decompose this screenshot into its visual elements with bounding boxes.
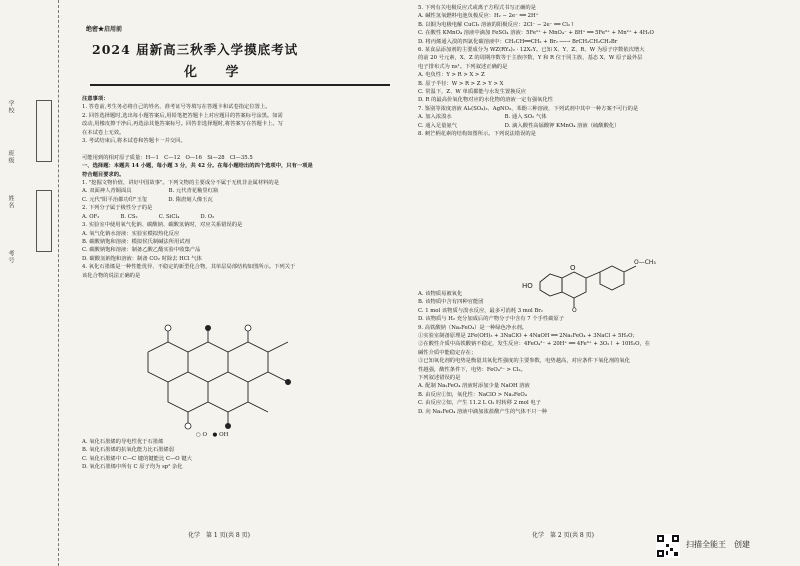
text-line: D. R 的最高价氧化物对应的水化物的溶液一定有强氧化性 [418, 97, 553, 104]
text-line: 5. 下列有关电极反应式或离子方程式书写正确的是 [418, 5, 536, 11]
text-line: C. 常温下，Z、W 单质都能与水发生置换反应 [418, 89, 527, 96]
right-column [418, 4, 738, 139]
svg-text:O—CH₃: O—CH₃ [634, 259, 656, 266]
binding-label-name: 姓名 [7, 195, 14, 209]
text-line: 8. 刺芒柄花素的结构如图所示。下列说法错误的是 [418, 131, 536, 138]
text-line: A. 氧化石墨烯的导电性优于石墨烯 [82, 439, 164, 445]
text-line: C. 氧化石墨烯中 C—C 键的键能比 C—O 键大 [82, 455, 192, 462]
text-line: A. OF₂ B. CS₂ C. SiCl₄ D. O₂ [82, 213, 215, 220]
text-line: C. 元代"阳平治都功印"玉玺 D. 隋唐刻人像玉瓦 [82, 196, 213, 203]
text-line: 9. 高铁酸钠（Na₂FeO₄）是一种绿色净水剂。 [418, 324, 528, 331]
text-line: C. 通入足量氨气 D. 滴入酸性高锰酸钾 KMnO₄ 溶液（硫酸酸化） [418, 122, 620, 129]
exam-title: 2024 届新高三秋季入学摸底考试 [92, 42, 299, 57]
scanner-label: 扫描全能王 创建 [686, 540, 750, 549]
text-line: ③已知氧化剂的电势是衡量其氧化性强度的主要参数，电势越高，对应条件下氧化剂的氧化 [418, 358, 630, 365]
text-line: B. 碳酸钠饱和溶液：模拟侯氏制碱法所用试剂 [82, 238, 190, 245]
text-line: 下列叙述错误的是 [418, 375, 461, 382]
text-line: D. 氧化石墨烯中所有 C 原子均为 sp² 杂化 [82, 464, 183, 471]
structure-legend: ○ O ● OH [196, 432, 229, 438]
text-line: A. 双面神人青铜面具 B. 元代青花釉里红瓶 [82, 188, 219, 195]
text-line: 可能用到的相对原子质量：H—1 C—12 O—16 Si—28 Cl—35.5 [82, 154, 253, 161]
text-line: 1. 答卷前,考生务必将自己的姓名、准考证号等填写在答题卡和试卷指定位置上。 [82, 104, 271, 111]
subject-title: 化 学 [184, 65, 251, 80]
text-line: 碱性介质中能稳定存在； [418, 349, 477, 356]
secret-mark: 绝密★启用前 [86, 26, 123, 33]
text-line: C. 由反应②知，产生 11.2 L O₂ 时转移 2 mol 电子 [418, 400, 541, 407]
svg-text:O: O [570, 264, 576, 272]
binding-label-school: 学校 [7, 100, 14, 114]
binding-field-box [36, 190, 52, 252]
text-line: D. 将丙烯通入溴的四氯化碳溶液中：CH₂CH══CH₂ + Br₂ ──→ BrCH₂CH₂CH₂Br [418, 38, 618, 45]
text-line: 1. "挖掘文物价值，讲好中国故事"。下列文物的主要成分不属于无机非金属材料的是 [82, 180, 280, 187]
text-line: 符合题目要求的。 [82, 171, 125, 178]
text-line: A. 碱性氢氧燃料电池负极反应：H₂ − 2e⁻ ══ 2H⁺ [418, 13, 539, 20]
svg-text:O: O [572, 307, 577, 312]
text-line: 3. 考试结束后,将本试卷和答题卡一并交回。 [82, 138, 186, 145]
text-line: 性越强，酸性条件下，电势：FeO₄²⁻ > Cl₂。 [418, 366, 526, 373]
text-line: D. 向 Na₂FeO₄ 溶液中滴加浓盐酸产生的气体不只一种 [418, 408, 548, 415]
text-line: B. 氧化石墨烯的抗氧化能力比石墨烯弱 [82, 447, 175, 454]
text-line: B. 原子半径：W > R > Z > Y > X [418, 80, 504, 87]
text-line: D. 该物质与 H₂ 充分加成后的产物分子中含有 7 个手性碳原子 [418, 316, 565, 323]
text-line: 该化合物的说法正确的是 [82, 272, 141, 279]
text-line: 电子排布式为 ns¹。下列叙述正确的是 [418, 63, 508, 70]
text-line: A. 该物质易被氧化 [418, 291, 463, 297]
text-line: A. 配制 Na₂FeO₄ 溶液时添加少量 NaOH 溶液 [418, 383, 530, 390]
text-line: C. 碳酸钠饱和溶液：制备乙酸乙酯实验中收集产品 [82, 247, 201, 254]
text-line: ②在酸性介质中高铁酸钠不稳定，发生反应：4FeO₄²⁻ + 20H⁺ ══ 4Fe³⁺ + 3O₂↑ + 10H₂O，在 [418, 341, 651, 348]
text-line: 改动,用橡皮擦干净后,再选涂其他答案标号。回答非选择题时,将答案写在答题卡上。写 [82, 121, 284, 128]
binding-field-box [36, 100, 52, 162]
text-line [82, 145, 382, 153]
text-line: C. 在酸性 KMnO₄ 溶液中滴加 FeSO₄ 溶液：5Fe²⁺ + MnO₄⁻ + 8H⁺ ══ 5Fe³⁺ + Mn²⁺ + 4H₂O [418, 30, 654, 37]
binding-label-exam-no: 考号 [7, 250, 14, 264]
left-column [82, 95, 382, 280]
qr-code-icon [656, 534, 680, 558]
text-line: D. 碳酸氢钠饱和溶液：制备 CO₂ 时除去 HCl 气体 [82, 255, 202, 262]
text-line: 7. 鉴别等浓度溶液 Al₂(SO₄)₃、AgNO₃、苯酚三种溶液，下列试剂中其中一种方案不可行的是 [418, 105, 639, 112]
text-line: 2. 下列分子属于极性分子的是 [82, 205, 153, 212]
text-line: 6. 某食品添加剂的主要成分为 WZ(RY₄)₂ · 12X₂Y。已知 X、Y、Z、R、W 为原子序数依次增大 [418, 47, 645, 54]
text-line: 在本试卷上无效。 [82, 129, 125, 136]
scanner-watermark [656, 534, 796, 558]
text-line: C. 1 mol 该物质与溴水反应，最多可消耗 3 mol Br₂ [418, 307, 543, 314]
binding-margin [0, 0, 59, 566]
text-line: 4. 氧化石墨烯是一种性能优异、不稳定的新型化合物，其单层局部结构如图所示。下列关于 [82, 264, 296, 271]
text-line: 2. 回答选择题时,选出每小题答案后,用铅笔把答题卡上对应题目的答案标号涂黑。如需 [82, 112, 283, 119]
text-line: 3. 实验室中使用氧气化钠、碳酸钠、碳酸氢钠时，对应关系错误的是 [82, 222, 243, 229]
text-line: A. 电负性：Y > R > X > Z [418, 72, 485, 79]
text-line: 的前 20 号元素，X、Z 的周期序数等于主族序数，Y 和 R 位于同主族，基态 X、W 原子最外层 [418, 55, 643, 62]
text-line: 一、选择题：本题共 14 小题，每小题 3 分，共 42 分。在每小题给出的四个选项中，只有一项是 [82, 163, 313, 170]
binding-label-class: 班级 [7, 150, 14, 164]
text-line: 注意事项： [82, 96, 109, 102]
q4-options [82, 438, 382, 472]
title-divider [90, 84, 390, 86]
right-column-lower [418, 290, 738, 416]
svg-text:HO: HO [522, 282, 533, 290]
text-line: B. 由反应①知，氧化性：NaClO > Na₂FeO₄ [418, 391, 527, 398]
text-line: A. 加入浓溴水 B. 通入 SO₂ 气体 [418, 114, 547, 121]
page-footer-1: 化学 第 1 页(共 8 页) [188, 532, 250, 539]
text-line: B. 该物质中含有四种官能团 [418, 299, 484, 306]
graphene-oxide-structure-figure [128, 322, 308, 432]
text-line: A. 氧气化钠水溶液：实验室模拟热化反应 [82, 230, 180, 237]
page-footer-2: 化学 第 2 页(共 8 页) [532, 532, 594, 539]
text-line: B. 以铜为电极电解 CuCl₂ 溶液的阳极反应：2Cl⁻ − 2e⁻ ══ Cl₂↑ [418, 21, 575, 28]
text-line: ①实验室制备原理是 2Fe(OH)₃ + 3NaClO + 4NaOH ══ 2Na₂FeO₄ + 3NaCl + 5H₂O； [418, 333, 638, 340]
